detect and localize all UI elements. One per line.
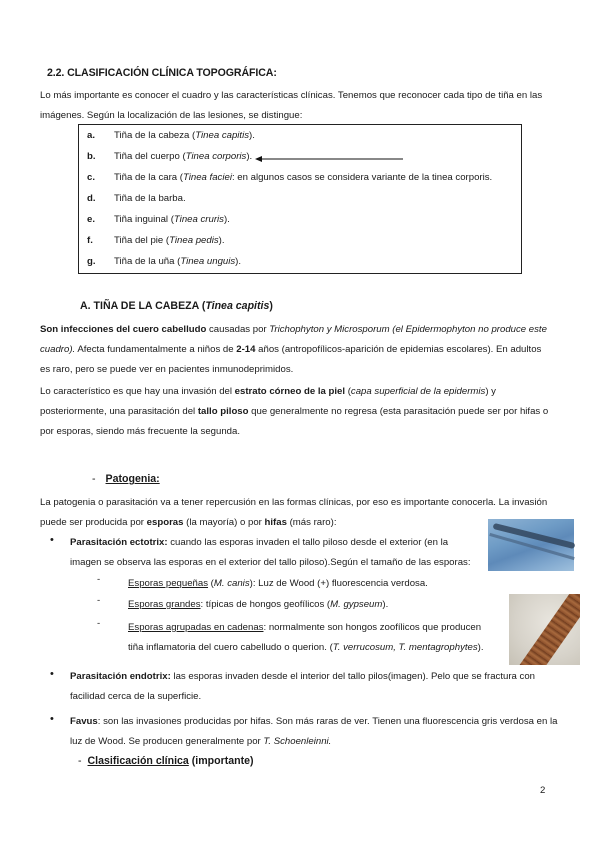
sub-item-large-spores: Esporas grandes: típicas de hongos geofílicos (M. gypseum). (128, 599, 389, 610)
list-item: e. Tiña inguinal (Tinea cruris). (87, 214, 230, 225)
section-title: 2.2. CLASIFICACIÓN CLÍNICA TOPOGRÁFICA: (47, 67, 277, 79)
paragraph-2: Lo característico es que hay una invasión del estrato córneo de la piel (capa superficial de la epidermis) y posteriormente, una parasitación del tallo piloso que generalmente no regresa (esta parasitación puede ser por hifas o por esporas, siendo más frecuente la segunda. (40, 386, 549, 437)
favus-item: Favus: son las invasiones producidas por hifas. Son más raras de ver. Tienen una fluorescencia gris verdosa en la luz de Wood. Se producen generalmente por T. Schoenleinni. (70, 716, 558, 747)
ectotrix-micrograph (488, 519, 574, 571)
list-item: g. Tiña de la uña (Tinea unguis). (87, 256, 242, 267)
clasificacion-heading: - Clasificación clínica (importante) (78, 755, 254, 767)
list-item: a. Tiña de la cabeza (Tinea capitis). (87, 130, 255, 141)
list-item: b. Tiña del cuerpo (Tinea corporis). (87, 151, 253, 162)
arrow-left-icon (255, 154, 405, 164)
paragraph-1: Son infecciones del cuero cabelludo causadas por Trichophyton y Microsporum (el Epidermophyton no produce este cuadro). Afecta fundamentalmente a niños de 2-14 años (antropofílicos-aparición de epidemias escolares). En adultos es raro, pero se puede ver en pacientes inmunodeprimidos. (40, 324, 547, 375)
intro-line-2: imágenes. Según la localización de las lesiones, se distingue: (40, 110, 303, 121)
ectotrix-item: Parasitación ectotrix: cuando las esporas invaden el tallo piloso desde el exterior (en la imagen se observa las esporas en el exterior del tallo piloso).Según el tamaño de las esporas: (70, 537, 471, 568)
bullet: • (50, 534, 54, 546)
sub-item-small-spores: Esporas pequeñas (M. canis): Luz de Wood (+) fluorescencia verdosa. (128, 578, 428, 589)
list-item: d. Tiña de la barba. (87, 193, 186, 204)
subsection-title: A. TIÑA DE LA CABEZA (Tinea capitis) (80, 300, 273, 312)
page-number: 2 (540, 785, 546, 796)
endotrix-micrograph (509, 594, 580, 665)
tinea-types-box (78, 124, 522, 274)
patogenia-heading: - Patogenia: (92, 473, 160, 485)
intro-paragraph (40, 86, 576, 126)
list-item: c. Tiña de la cara (Tinea faciei: en algunos casos se considera variante de la tinea corporis. (87, 172, 493, 183)
list-item: f. Tiña del pie (Tinea pedis). (87, 235, 225, 246)
paragraph-3: La patogenia o parasitación va a tener repercusión en las formas clínicas, por eso es importante conocerla. La invasión puede ser producida por esporas (la mayoría) o por hifas (más raro): (40, 497, 548, 528)
intro-line-1: Lo más importante es conocer el cuadro y las características clínicas. Tenemos que reconocer cada tipo de tiña en las (40, 90, 543, 101)
sub-item-chain-spores: Esporas agrupadas en cadenas: normalmente son hongos zoofílicos que producen (128, 622, 482, 633)
bullet: • (50, 713, 54, 725)
endotrix-item: Parasitación endotrix: las esporas invaden desde el interior del tallo pilos(imagen). Pelo que se fractura con facilidad cerca de la superficie. (70, 671, 536, 702)
sub-item-chain-spores-line2: tiña inflamatoria del cuero cabelludo o querion. (T. verrucosum, T. mentagrophytes). (128, 642, 484, 653)
bullet: • (50, 668, 54, 680)
